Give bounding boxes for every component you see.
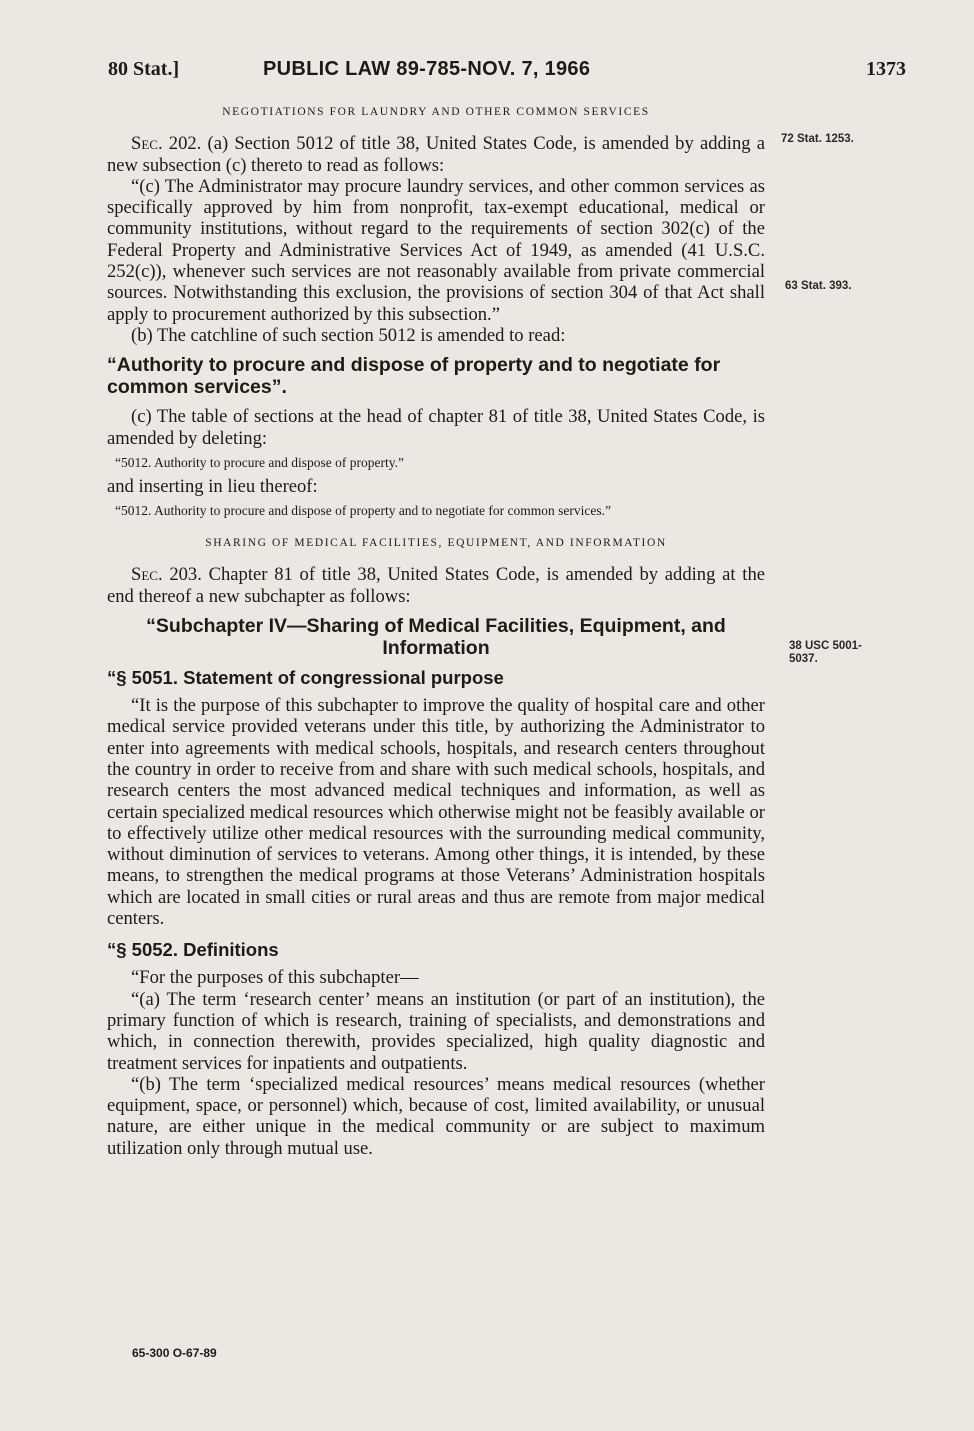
- margin-note-63-stat: 63 Stat. 393.: [785, 280, 852, 292]
- page-body: [107, 100, 765, 1159]
- margin-note-38-usc-line1: 38 USC 5001-: [789, 640, 862, 652]
- section-5051-heading: “§ 5051. Statement of congressional purpose: [107, 667, 504, 689]
- section-caption-laundry: NEGOTIATIONS FOR LAUNDRY AND OTHER COMMON SERVICES: [222, 106, 650, 118]
- sec202-a-paragraph: [107, 133, 765, 176]
- section-5052-heading: “§ 5052. Definitions: [107, 939, 279, 961]
- subchapter-heading: “Subchapter IV—Sharing of Medical Facilities, Equipment, and Information: [146, 615, 726, 660]
- sec202-c-paragraph: (c) The table of sections at the head of chapter 81 of title 38, United States Code, is amended by deleting:: [107, 406, 765, 449]
- section-5051-text: “It is the purpose of this subchapter to improve the quality of hospital care and other medical service provided veterans under this title, by authorizing the Administrator to enter into agreements with medical schools, hospitals, and research centers throughout the country in order to receive from and share with such medical schools, hospitals, and research centers the most advanced medical techniques and information, as well as certain specialized medical resources which otherwise might not be feasibly available or to effectively utilize other medical resources with the surrounding medical community, without diminution of services to veterans. Among other things, it is intended, by these means, to strengthen the medical programs at those Veterans’ Administration hospitals which are located in small cities or rural areas and thus are remote from major medical centers.: [107, 695, 765, 930]
- new-catchline: “Authority to procure and dispose of property and to negotiate for common services”.: [107, 354, 721, 399]
- sec203-paragraph: [107, 564, 765, 607]
- sec202-c-quote: “(c) The Administrator may procure laundry services, and other common services as specifically approved by him from nonprofit, tax-exempt educational, medical or community institutions, without regard to the requirements of section 302(c) of the Federal Property and Administrative Services Act of 1949, as amended (41 U.S.C. 252(c)), whenever such services are not reasonably available from private commercial sources. Notwithstanding this exclusion, the provisions of section 304 of that Act shall apply to procurement authorized by this subsection.”: [107, 175, 765, 325]
- printing-code: 65-300 O-67-89: [132, 1346, 217, 1360]
- inserting-text: and inserting in lieu thereof:: [107, 475, 318, 497]
- sec202-a-text: (a) Section 5012 of title 38, United States Code, is amended by adding a new subsection (c) thereto to read as follows:: [107, 133, 765, 176]
- section-5052-a: “(a) The term ‘research center’ means an institution (or part of an institution), the primary function of which is research, training of specialists, and demonstrations and which, in connection therewith, provides specialized, high quality diagnostic and treatment services for inpatients and outpatients.: [107, 988, 765, 1074]
- margin-note-72-stat: 72 Stat. 1253.: [781, 133, 854, 145]
- deleted-table-entry: “5012. Authority to procure and dispose of property.”: [115, 454, 404, 470]
- inserted-table-entry: “5012. Authority to procure and dispose of property and to negotiate for common services.”: [115, 503, 611, 519]
- margin-note-38-usc: [789, 640, 862, 666]
- sec203-text: Chapter 81 of title 38, United States Code, is amended by adding at the end thereof a new subchapter as follows:: [107, 564, 765, 607]
- page-number: 1373: [866, 58, 906, 80]
- section-5052-intro: “For the purposes of this subchapter—: [131, 967, 419, 989]
- section-caption-sharing: SHARING OF MEDICAL FACILITIES, EQUIPMENT, AND INFORMATION: [205, 537, 667, 550]
- section-5052-b: “(b) The term ‘specialized medical resources’ means medical resources (whether equipment, space, or personnel) which, because of cost, limited availability, or unusual nature, are either unique in the medical community or are subject to maximum utilization only through mutual use.: [107, 1073, 765, 1159]
- sec203-lead: Sec. 203.: [131, 564, 202, 586]
- margin-note-38-usc-line2: 5037.: [789, 653, 818, 665]
- page-header: [0, 58, 974, 88]
- volume-reference: 80 Stat.]: [108, 58, 180, 80]
- sec202-b-paragraph: (b) The catchline of such section 5012 is amended to read:: [131, 324, 566, 346]
- law-title: PUBLIC LAW 89-785-NOV. 7, 1966: [263, 58, 591, 80]
- sec202-lead: Sec. 202.: [131, 133, 202, 155]
